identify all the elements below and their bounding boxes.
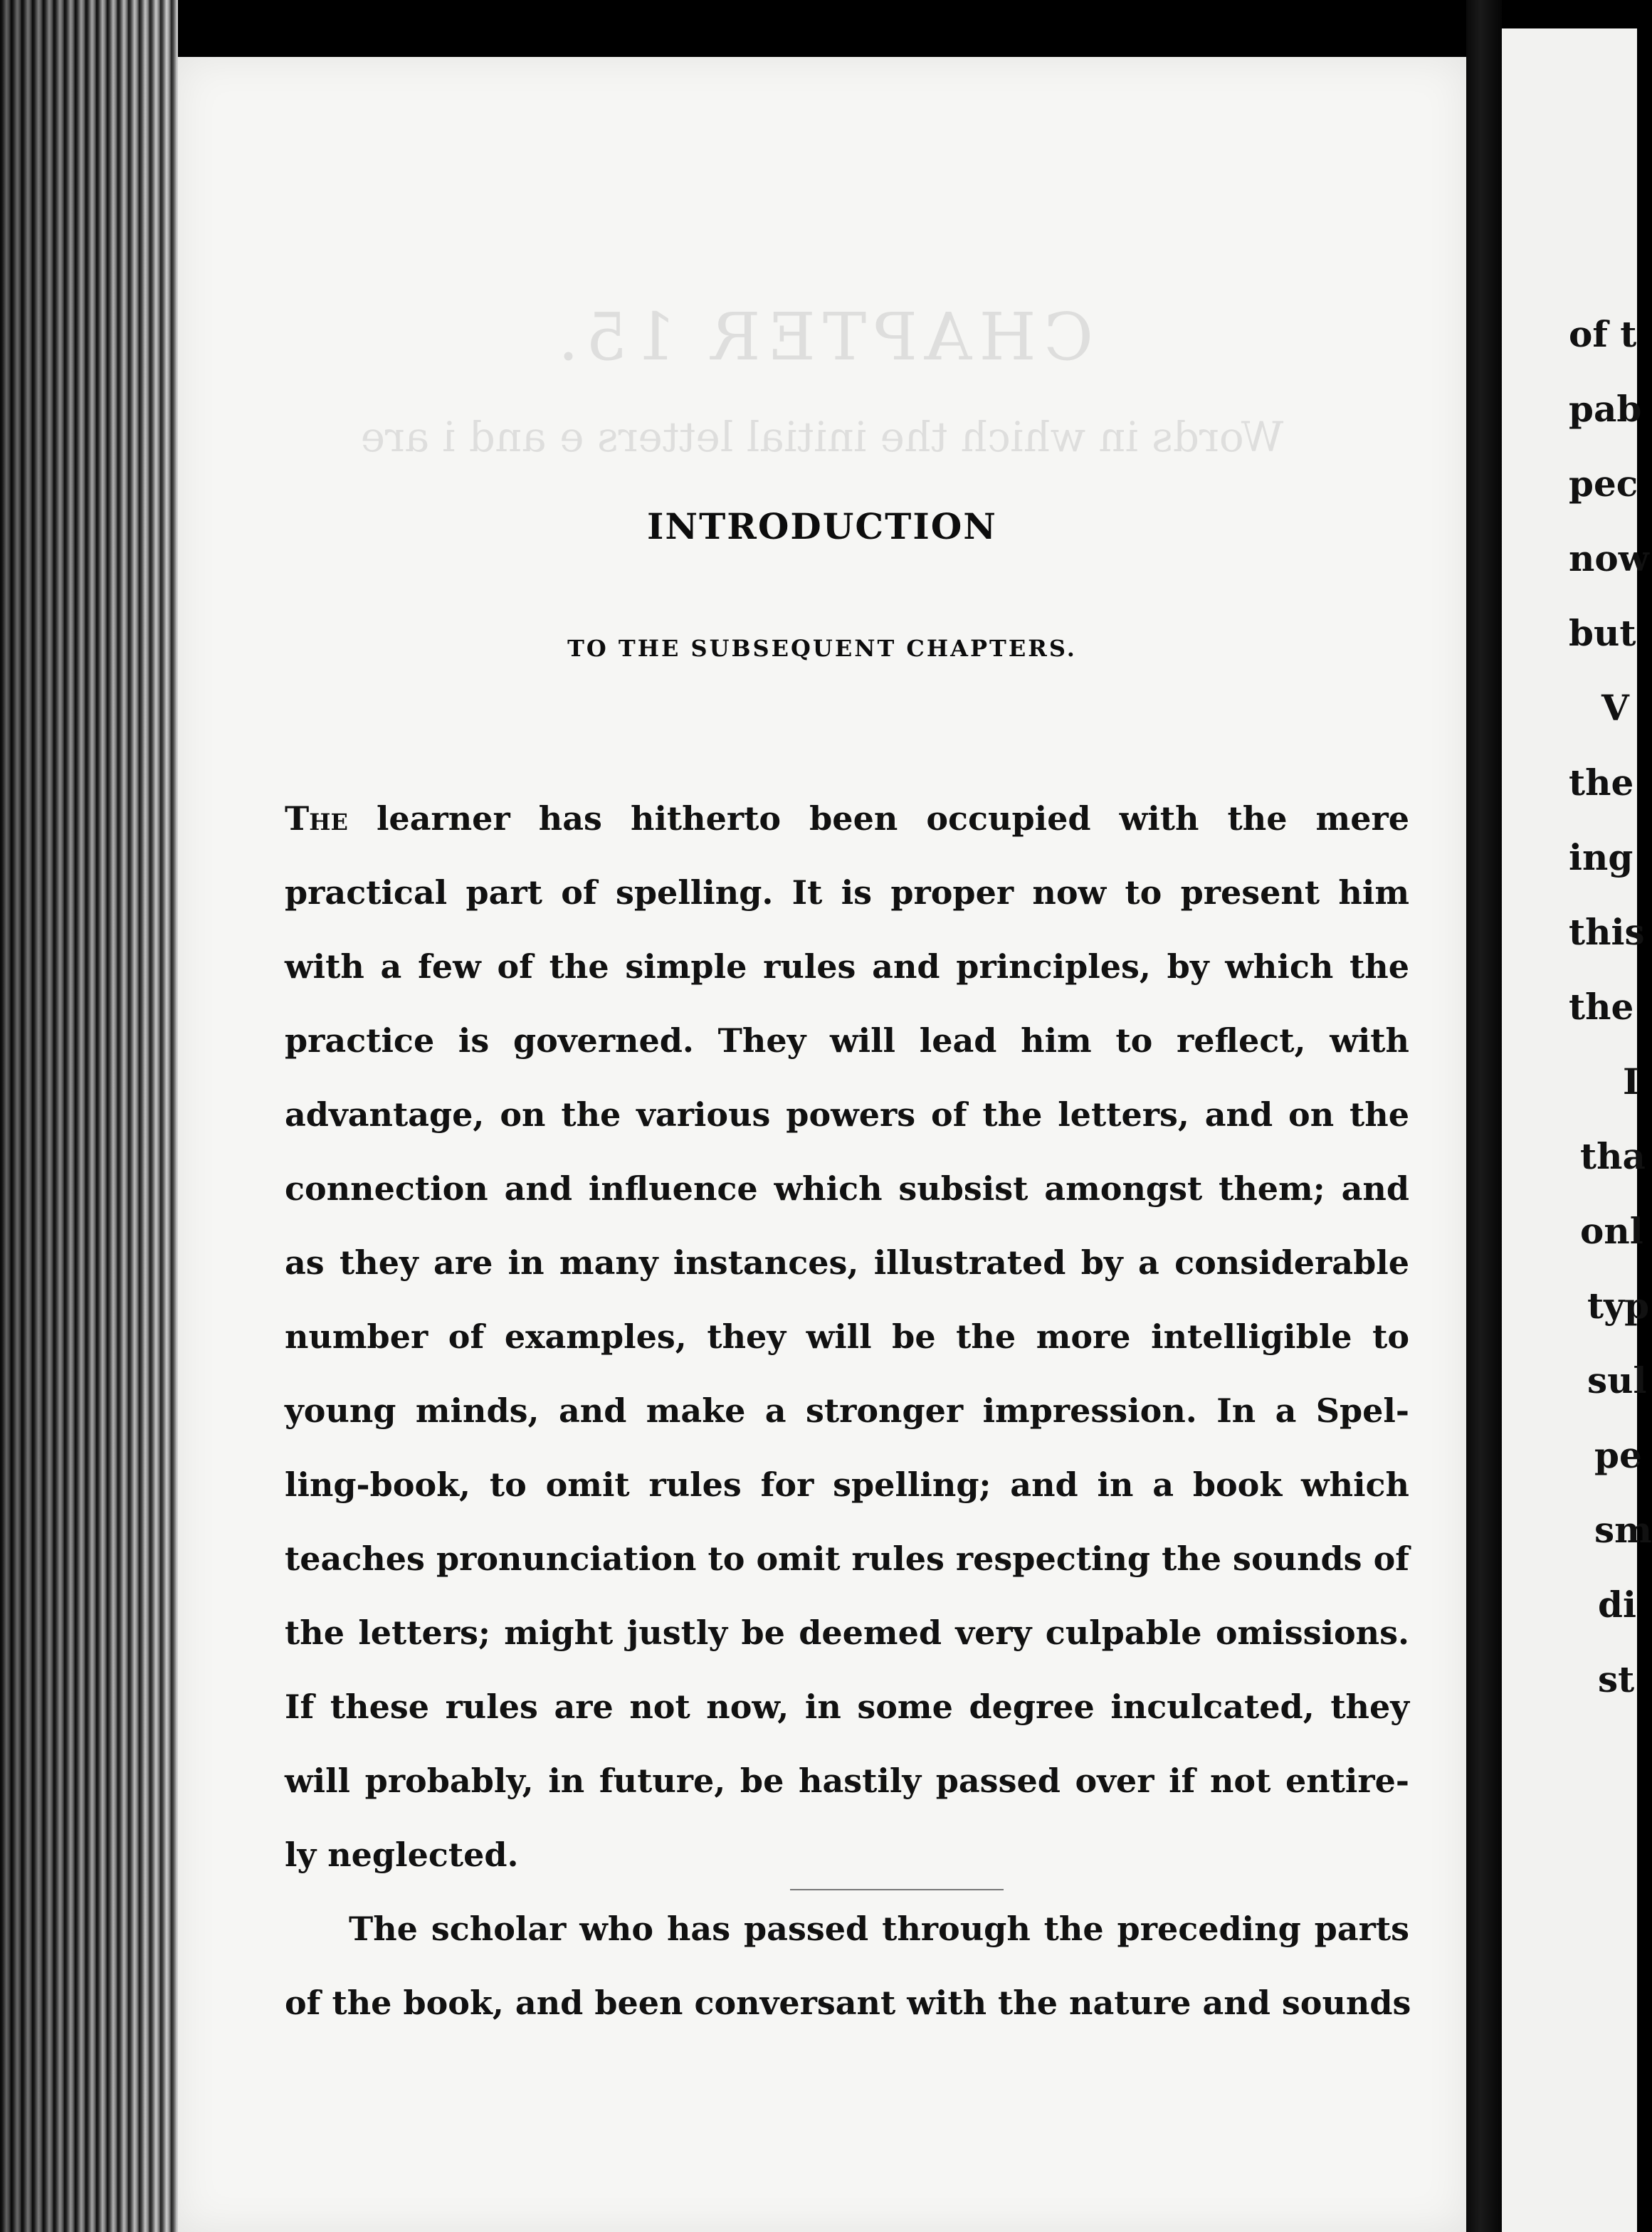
page-heading: INTRODUCTION bbox=[646, 505, 998, 547]
facing-fragment: sul bbox=[1587, 1359, 1647, 1401]
paragraph-line: practical part of spelling. It is proper now to present him bbox=[285, 873, 1409, 912]
paragraph-line: of the book, and been conversant with the nature and sounds bbox=[285, 1984, 1411, 2022]
paragraph-line: as they are in many instances, illustrated by a considerable bbox=[285, 1243, 1409, 1282]
bleed-chapter: CHAPTER 15. bbox=[550, 299, 1094, 375]
paragraph-line: ly neglected. bbox=[285, 1836, 519, 1874]
drop-word: The bbox=[285, 799, 348, 838]
facing-fragment: now bbox=[1569, 537, 1649, 579]
bleed-through-text bbox=[178, 57, 1466, 2232]
facing-fragment: the bbox=[1569, 762, 1634, 804]
paragraph-line: advantage, on the various powers of the letters, and on the bbox=[285, 1095, 1409, 1134]
facing-fragment: pe bbox=[1594, 1434, 1642, 1476]
facing-fragment: typ bbox=[1587, 1285, 1650, 1327]
facing-fragment: pab bbox=[1569, 388, 1642, 430]
paragraph-line: the letters; might justly be deemed very culpable omissions. bbox=[285, 1614, 1409, 1652]
paragraph-line: ling-book, to omit rules for spelling; and in a book which bbox=[285, 1465, 1409, 1504]
page-subheading: TO THE SUBSEQUENT CHAPTERS. bbox=[567, 635, 1077, 662]
paragraph-line: The learner has hitherto been occupied with the mere bbox=[285, 799, 1410, 838]
paragraph-line: connection and influence which subsist amongst them; and bbox=[285, 1169, 1409, 1208]
facing-fragment: of t bbox=[1569, 313, 1637, 355]
facing-fragment: this bbox=[1569, 911, 1645, 953]
paragraph-line: number of examples, they will be the more intelligible to bbox=[285, 1317, 1409, 1356]
paragraph-line: will probably, in future, be hastily passed over if not entire- bbox=[285, 1762, 1409, 1800]
facing-fragment: st bbox=[1598, 1658, 1635, 1700]
paragraph-line: teaches pronunciation to omit rules respecting the sounds of bbox=[285, 1539, 1410, 1578]
facing-fragment: sm bbox=[1594, 1509, 1652, 1551]
facing-fragment: onl bbox=[1580, 1210, 1643, 1252]
book-page bbox=[178, 57, 1466, 2232]
facing-fragment: pec bbox=[1569, 463, 1638, 505]
bleed-subtitle: Words in which the initial letters e and i are bbox=[360, 413, 1284, 461]
divider-rule bbox=[790, 1889, 1004, 1890]
paragraph-line: with a few of the simple rules and principles, by which the bbox=[285, 947, 1409, 986]
facing-fragment: the bbox=[1569, 986, 1634, 1028]
facing-fragment: tha bbox=[1580, 1135, 1646, 1177]
facing-page bbox=[1502, 28, 1652, 2232]
paragraph-line: The scholar who has passed through the preceding parts bbox=[349, 1910, 1409, 1948]
facing-fragment: ing bbox=[1569, 836, 1633, 878]
facing-fragment: but bbox=[1569, 612, 1636, 654]
facing-fragment: di bbox=[1598, 1584, 1636, 1626]
paragraph-line: If these rules are not now, in some degree inculcated, they bbox=[285, 1688, 1409, 1726]
paragraph-line: young minds, and make a stronger impression. In a Spel- bbox=[285, 1391, 1409, 1430]
facing-fragment: V bbox=[1601, 687, 1629, 729]
facing-fragment: I bbox=[1623, 1060, 1640, 1102]
book-gutter bbox=[1466, 0, 1502, 2232]
page-edges bbox=[0, 0, 178, 2232]
paragraph-line: practice is governed. They will lead him to reflect, with bbox=[285, 1021, 1409, 1060]
